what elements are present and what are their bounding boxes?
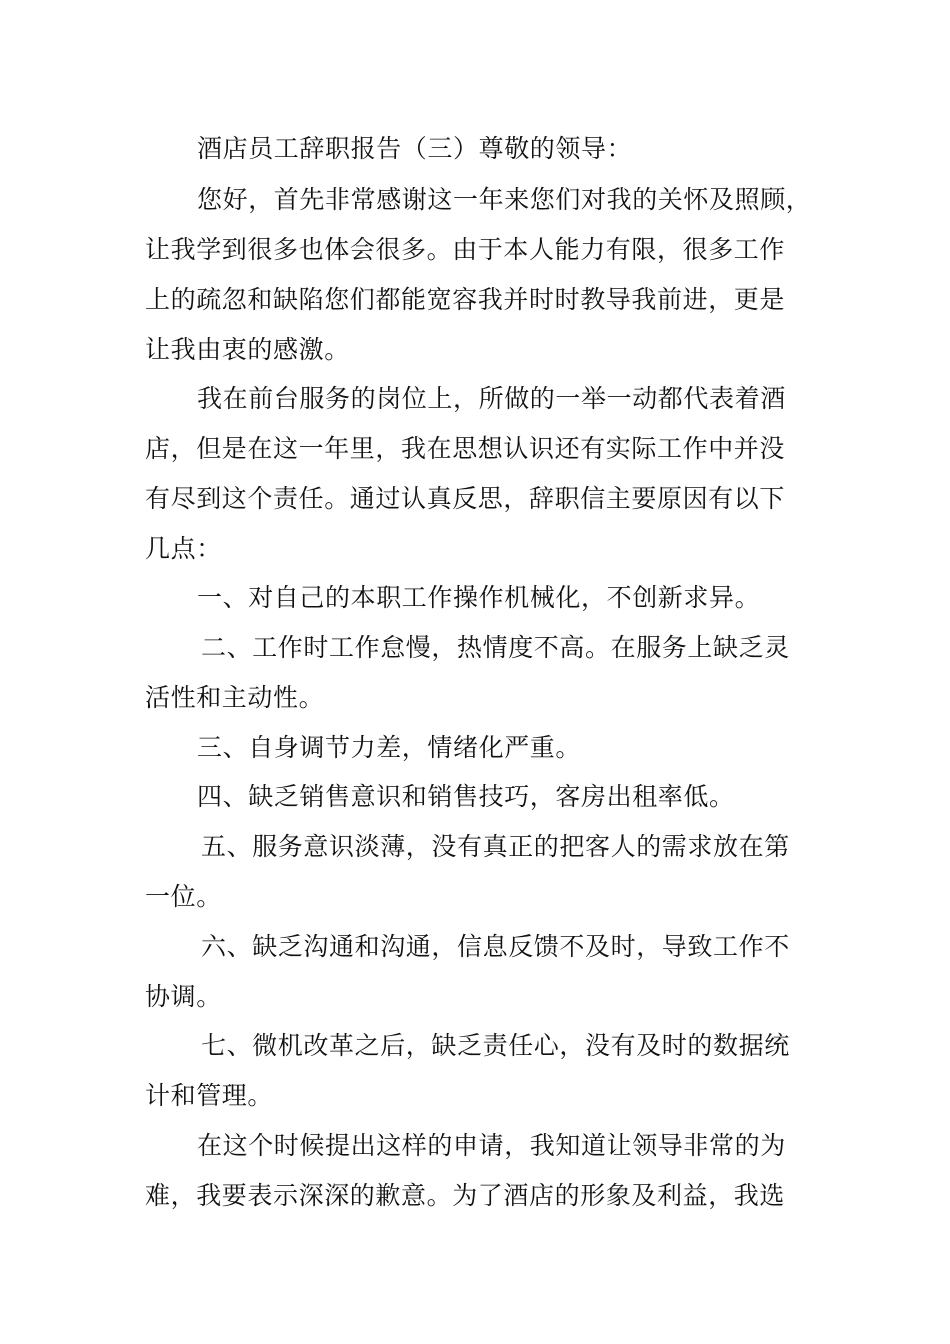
- list-item-line: 二、工作时工作怠慢，热情度不高。在服务上缺乏灵: [201, 633, 790, 662]
- list-item-line: 五、服务意识淡薄，没有真正的把客人的需求放在第: [201, 832, 790, 861]
- paragraph-line: 几点：: [145, 534, 222, 563]
- paragraph-line: 店，但是在这一年里，我在思想认识还有实际工作中并没: [145, 434, 786, 463]
- paragraph-line: 在这个时候提出这样的申请，我知道让领导非常的为: [197, 1131, 786, 1160]
- list-item-line: 四、缺乏销售意识和销售技巧，客房出租率低。: [197, 782, 735, 811]
- document-title-line: 酒店员工辞职报告（三）尊敬的领导：: [197, 134, 633, 163]
- list-item-line: 一、对自己的本职工作操作机械化，不创新求异。: [197, 583, 761, 612]
- list-item-line: 计和管理。: [145, 1081, 274, 1110]
- list-item-line: 协调。: [145, 982, 222, 1011]
- paragraph-line: 您好，首先非常感谢这一年来您们对我的关怀及照顾，: [197, 185, 812, 214]
- list-item-line: 六、缺乏沟通和沟通，信息反馈不及时，导致工作不: [201, 932, 790, 961]
- paragraph-line: 让我由衷的感激。: [145, 335, 350, 364]
- list-item-line: 三、自身调节力差，情绪化严重。: [197, 733, 582, 762]
- paragraph-line: 让我学到很多也体会很多。由于本人能力有限，很多工作: [145, 235, 786, 264]
- paragraph-line: 难，我要表示深深的歉意。为了酒店的形象及利益，我选: [145, 1181, 786, 1210]
- list-item-line: 七、微机改革之后，缺乏责任心，没有及时的数据统: [201, 1031, 790, 1060]
- paragraph-line: 有尽到这个责任。通过认真反思，辞职信主要原因有以下: [145, 484, 786, 513]
- list-item-line: 活性和主动性。: [145, 683, 325, 712]
- list-item-line: 一位。: [145, 882, 222, 911]
- paragraph-line: 我在前台服务的岗位上，所做的一举一动都代表着酒: [197, 384, 786, 413]
- paragraph-line: 上的疏忽和缺陷您们都能宽容我并时时教导我前进，更是: [145, 285, 786, 314]
